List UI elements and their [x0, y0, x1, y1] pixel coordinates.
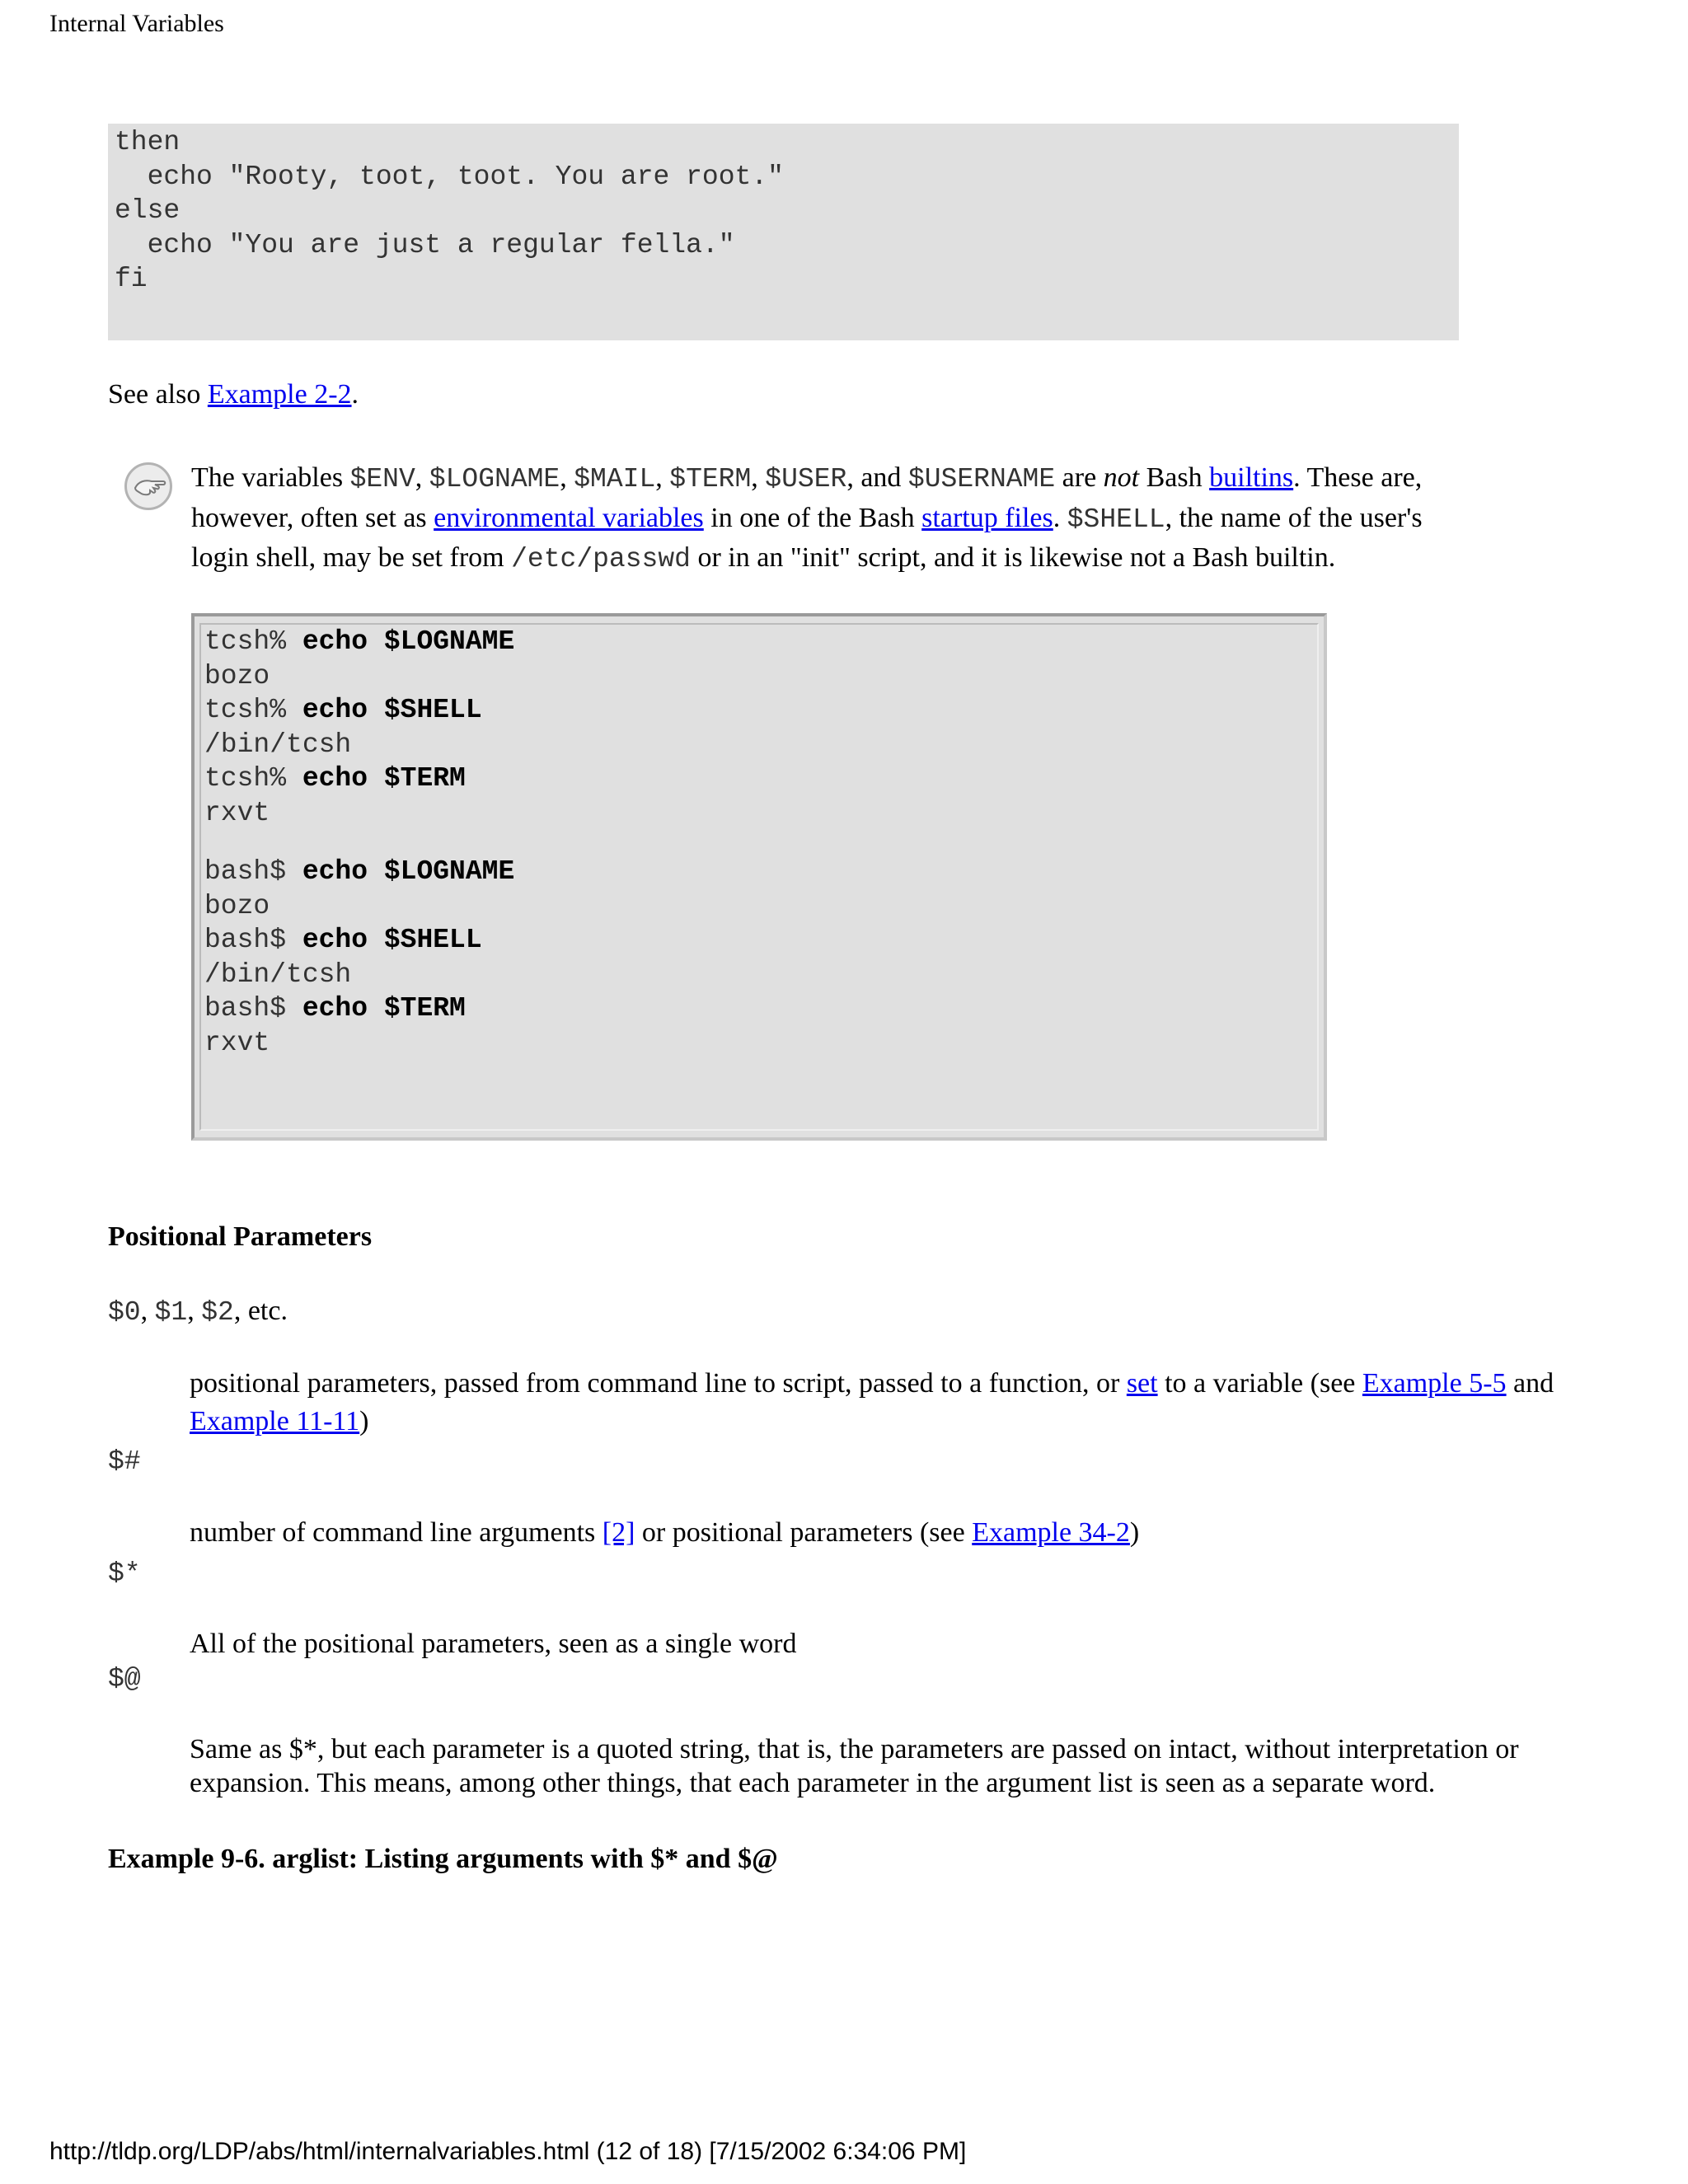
term-star: $* [108, 1558, 141, 1589]
builtins-link[interactable]: builtins [1209, 462, 1294, 493]
page-header-title: Internal Variables [49, 10, 224, 37]
terminal-line: bozo [204, 660, 270, 691]
terminal-line: bozo [204, 890, 270, 921]
terminal-line: tcsh% echo $TERM [204, 763, 466, 794]
footnote-2-link[interactable]: [2] [602, 1517, 635, 1548]
terminal-line: tcsh% echo $LOGNAME [204, 626, 515, 657]
environmental-variables-link[interactable]: environmental variables [434, 502, 704, 533]
definition-at: Same as $*, but each parameter is a quoted string, that is, the parameters are passed on intact, without interpretation or expansion. This means, among other things, that each parameter in the argument list is seen as a separate word. [190, 1734, 1519, 1798]
term-at: $@ [108, 1664, 141, 1694]
example-11-11-link[interactable]: Example 11-11 [190, 1406, 360, 1436]
term-hash: $# [108, 1446, 141, 1477]
terminal-line: /bin/tcsh [204, 958, 352, 990]
terminal-line: bash$ echo $SHELL [204, 925, 482, 955]
terminal-line: rxvt [204, 797, 270, 828]
code-line: else [115, 195, 181, 226]
page-footer-url: http://tldp.org/LDP/abs/html/internalvariables.html (12 of 18) [7/15/2002 6:34:06 PM] [49, 2138, 967, 2165]
startup-files-link[interactable]: startup files [921, 502, 1053, 533]
terminal-screen [191, 613, 1327, 1141]
terminal-line: bash$ echo $LOGNAME [204, 856, 515, 887]
code-line: then [115, 127, 181, 157]
note-hand-icon [124, 462, 172, 510]
see-also-paragraph: See also Example 2-2. [108, 379, 359, 410]
section-heading: Positional Parameters [108, 1221, 373, 1252]
code-line: echo "Rooty, toot, toot. You are root." [115, 161, 784, 192]
code-line: fi [115, 264, 148, 294]
terminal-line: tcsh% echo $SHELL [204, 695, 482, 725]
terminal-line: rxvt [204, 1027, 270, 1058]
set-link[interactable]: set [1126, 1368, 1158, 1399]
example-2-2-link[interactable]: Example 2-2 [207, 379, 352, 410]
example-heading: Example 9-6. arglist: Listing arguments with $* and $@ [108, 1844, 778, 1874]
definition-hash: number of command line arguments [2] or positional parameters (see Example 34-2) [190, 1517, 1140, 1548]
example-34-2-link[interactable]: Example 34-2 [972, 1517, 1130, 1548]
example-5-5-link[interactable]: Example 5-5 [1362, 1368, 1507, 1399]
code-line: echo "You are just a regular fella." [115, 229, 735, 260]
definition-positional-params: positional parameters, passed from command line to script, passed to a function, or set to a variable (see Example 5-5 and Example 11-11) [190, 1368, 1554, 1436]
note-paragraph: The variables $ENV, $LOGNAME, $MAIL, $TERM, $USER, and $USERNAME are not Bash builtins. These are, however, often set as environmental variables in one of the Bash startup files. $SHELL, the name of the user's login shell, may be set from /etc/passwd or in an "init" script, and it is likewise not a Bash builtin. [191, 462, 1423, 574]
terminal-line: bash$ echo $TERM [204, 993, 466, 1024]
terminal-line: /bin/tcsh [204, 729, 352, 760]
term-positional-params: $0, $1, $2, etc. [108, 1296, 288, 1328]
definition-star: All of the positional parameters, seen as a single word [190, 1629, 797, 1659]
code-block [108, 124, 1459, 340]
